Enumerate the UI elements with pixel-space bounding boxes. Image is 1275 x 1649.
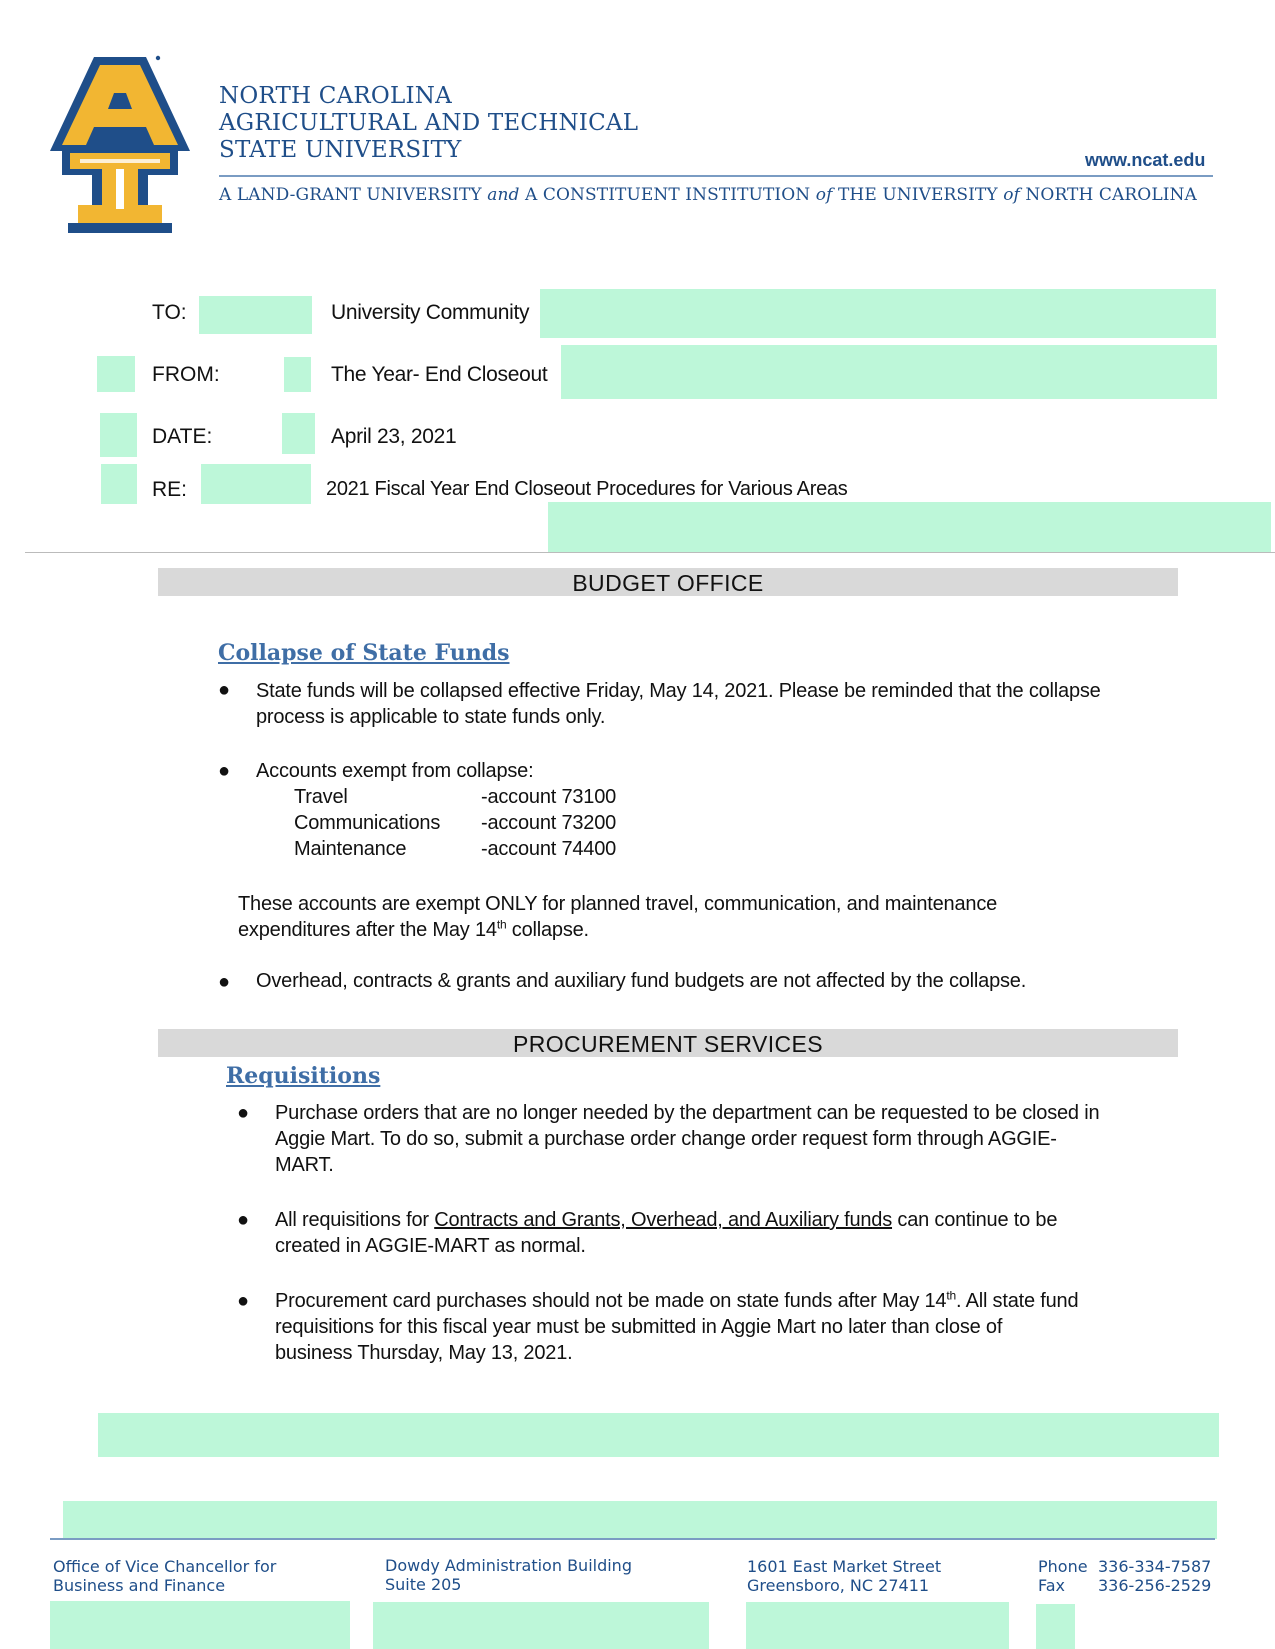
redaction-block xyxy=(63,1501,1217,1539)
procurement-bullet-2-line-1 xyxy=(275,1207,1057,1233)
footer-building-line-1: Dowdy Administration Building xyxy=(385,1556,632,1575)
redaction-block xyxy=(97,356,135,392)
footer-fax-label: Fax xyxy=(1038,1576,1066,1595)
budget-bullet-1-line-1: State funds will be collapsed effective Friday, May 14, 2021. Please be reminded that the collapse xyxy=(256,680,1101,702)
procurement-bullet-2-line-2: created in AGGIE-MART as normal. xyxy=(275,1235,586,1257)
memo-to-label: TO: xyxy=(152,301,187,324)
exempt-account-number: -account 74400 xyxy=(481,838,617,860)
memo-from-value: The Year- End Closeout xyxy=(331,363,548,386)
procurement-bullet-3-line-1 xyxy=(275,1288,1078,1314)
bullet-icon: ● xyxy=(218,971,231,993)
procurement-bullet-3-text: Procurement card purchases should not be made on state funds after May 14 xyxy=(275,1290,947,1312)
memo-re-label: RE: xyxy=(152,478,188,501)
procurement-bullet-1-line-3: MART. xyxy=(275,1154,334,1176)
procurement-bullet-1 xyxy=(275,1100,1099,1178)
redaction-block xyxy=(199,296,312,334)
footer-building-line-2: Suite 205 xyxy=(385,1575,462,1594)
footer-address-line-1: 1601 East Market Street xyxy=(747,1557,942,1576)
budget-bullet-1 xyxy=(256,678,1101,730)
footer-office-line-2: Business and Finance xyxy=(53,1576,226,1595)
exempt-account-number: -account 73100 xyxy=(481,786,617,808)
university-name-line-3: STATE UNIVERSITY xyxy=(219,137,462,163)
redaction-block xyxy=(373,1602,709,1649)
footer-office xyxy=(53,1557,276,1595)
procurement-bullet-2-text-end: can continue to be xyxy=(892,1209,1058,1231)
exempt-account-number: -account 73200 xyxy=(481,812,617,834)
redaction-block xyxy=(746,1602,1009,1649)
exempt-account-name: Travel xyxy=(294,786,348,808)
redaction-block xyxy=(1036,1604,1075,1649)
exempt-note-line-2 xyxy=(238,917,997,943)
redaction-block xyxy=(540,289,1216,338)
memo-date-value: April 23, 2021 xyxy=(331,425,457,448)
university-name xyxy=(219,83,638,164)
bullet-icon: ● xyxy=(218,760,231,782)
footer-phone-value: 336-334-7587 xyxy=(1098,1557,1212,1576)
tagline-of-2: of xyxy=(1003,185,1020,205)
footer-contact xyxy=(1038,1557,1218,1597)
university-logo-icon xyxy=(50,55,190,233)
bullet-icon: ● xyxy=(218,679,231,701)
funds-underlined-text: Contracts and Grants, Overhead, and Auxiliary funds xyxy=(434,1209,893,1231)
procurement-bullet-3-line-3: business Thursday, May 13, 2021. xyxy=(275,1342,573,1364)
redaction-block xyxy=(98,1413,1219,1457)
exempt-note-text-end: collapse. xyxy=(506,919,589,941)
website-link[interactable]: www.ncat.edu xyxy=(1085,150,1206,170)
redaction-block xyxy=(561,345,1217,399)
redaction-block xyxy=(100,413,137,457)
procurement-bullet-1-line-2: Aggie Mart. To do so, submit a purchase order change order request form through AGGIE- xyxy=(275,1128,1057,1150)
tagline-part-c: THE UNIVERSITY xyxy=(832,185,1004,205)
footer-building xyxy=(385,1556,632,1594)
budget-office-section-bar: BUDGET OFFICE xyxy=(158,568,1178,596)
procurement-bullet-3-line-2: requisitions for this fiscal year must be submitted in Aggie Mart no later than close of xyxy=(275,1316,1003,1338)
budget-bullet-3: Overhead, contracts & grants and auxiliary fund budgets are not affected by the collapse. xyxy=(256,970,1027,992)
budget-bullet-1-line-2: process is applicable to state funds only. xyxy=(256,706,606,728)
procurement-bullet-1-line-1: Purchase orders that are no longer needed by the department can be requested to be closed in xyxy=(275,1102,1100,1124)
tagline-and: and xyxy=(487,185,520,205)
university-tagline xyxy=(219,185,1197,205)
exempt-note-line-1: These accounts are exempt ONLY for planned travel, communication, and maintenance xyxy=(238,893,998,915)
exempt-account-name: Communications xyxy=(294,812,441,834)
tagline-part-d: NORTH CAROLINA xyxy=(1019,185,1197,205)
memo-to-value: University Community xyxy=(331,301,530,324)
redaction-block xyxy=(548,502,1271,552)
university-name-line-2: AGRICULTURAL AND TECHNICAL xyxy=(219,110,639,136)
memo-date-label: DATE: xyxy=(152,425,213,448)
requisitions-heading: Requisitions xyxy=(226,1063,381,1089)
ordinal-suffix: th xyxy=(496,917,507,932)
footer-office-line-1: Office of Vice Chancellor for xyxy=(53,1557,277,1576)
memo-re-value: 2021 Fiscal Year End Closeout Procedures for Various Areas xyxy=(326,478,848,500)
ordinal-suffix: th xyxy=(946,1288,956,1303)
bullet-icon: ● xyxy=(237,1102,250,1124)
tagline-part-b: A CONSTITUENT INSTITUTION xyxy=(519,185,816,205)
footer-rule xyxy=(50,1538,1215,1540)
footer-fax-value: 336-256-2529 xyxy=(1098,1576,1212,1595)
memo-from-label: FROM: xyxy=(152,363,220,386)
redaction-block xyxy=(50,1601,350,1649)
university-name-line-1: NORTH CAROLINA xyxy=(219,83,452,109)
bullet-icon: ● xyxy=(237,1290,250,1312)
redaction-block xyxy=(282,413,315,454)
redaction-block xyxy=(284,357,311,392)
procurement-bullet-3-text-end: . All state fund xyxy=(955,1290,1079,1312)
tagline-of-1: of xyxy=(815,185,833,205)
redaction-block xyxy=(101,464,137,504)
procurement-bullet-2 xyxy=(275,1207,1057,1259)
tagline-part-a: A LAND-GRANT UNIVERSITY xyxy=(219,185,488,205)
header-rule xyxy=(219,175,1213,177)
collapse-of-state-funds-heading: Collapse of State Funds xyxy=(218,640,510,666)
bullet-icon: ● xyxy=(237,1209,250,1231)
footer-phone-label: Phone xyxy=(1038,1557,1088,1576)
budget-bullet-2-intro: Accounts exempt from collapse: xyxy=(256,760,534,782)
footer-address xyxy=(747,1557,941,1595)
exempt-account-name: Maintenance xyxy=(294,838,407,860)
procurement-bullet-2-text: All requisitions for xyxy=(275,1209,435,1231)
procurement-bullet-3 xyxy=(275,1288,1078,1366)
footer-address-line-2: Greensboro, NC 27411 xyxy=(747,1576,930,1595)
exempt-accounts-note xyxy=(238,891,997,943)
exempt-note-text: expenditures after the May 14 xyxy=(238,919,497,941)
memo-divider xyxy=(25,552,1275,553)
redaction-block xyxy=(201,464,311,504)
procurement-services-section-bar: PROCUREMENT SERVICES xyxy=(158,1029,1178,1057)
